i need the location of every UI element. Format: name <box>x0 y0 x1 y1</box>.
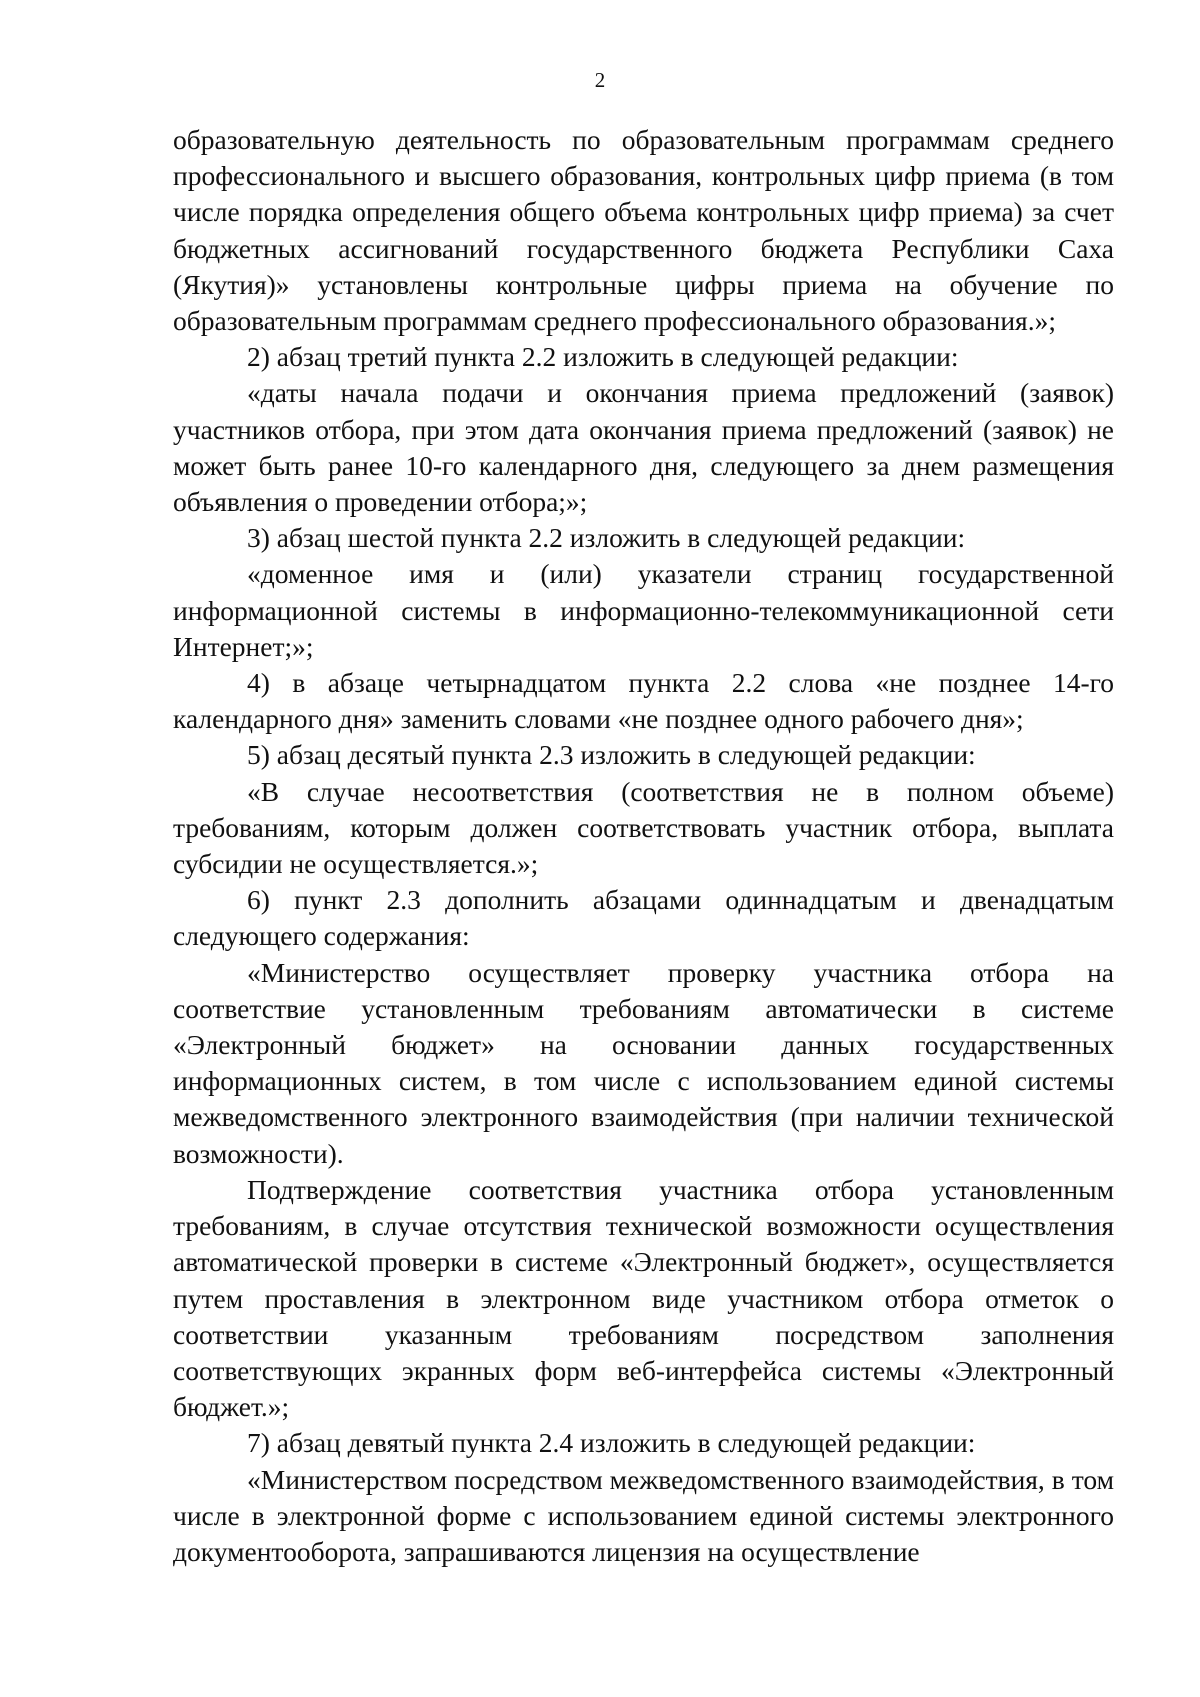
paragraph-quote: «В случае несоответствия (соответствия не в полном объеме) требованиям, которым должен соответствовать участник отбора, выплата субсидии не осуществляется.»; <box>173 775 1114 880</box>
paragraph-quote: «даты начала подачи и окончания приема предложений (заявок) участников отбора, при этом дата окончания приема предложений (заявок) не может быть ранее 10-го календарного дня, следующего за днем размещения объявления о проведении отбора;»; <box>173 377 1114 518</box>
paragraph-item-4: 4) в абзаце четырнадцатом пункта 2.2 слова «не позднее 14-го календарного дня» заменить словами «не позднее одного рабочего дня»; <box>173 667 1114 735</box>
paragraph-continuation: образовательную деятельность по образовательным программам среднего профессионального и высшего образования, контрольных цифр приема (в том числе порядка определения общего объема контрольных цифр приема) за счет бюджетных ассигнований государственного бюджета Республики Саха (Якутия)» установлены контрольные цифры приема на обучение по образовательным программам среднего профессионального образования.»; <box>173 124 1114 337</box>
paragraph-text: Подтверждение соответствия участника отбора установленным требованиям, в случае отсутствия технической возможности осуществления автоматической проверки в системе «Электронный бюджет», осуществляется путем проставления в электронном виде участником отбора отметок о соответствии указанным требованиям посредством заполнения соответствующих экранных форм веб-интерфейса системы «Электронный бюджет.»; <box>173 1173 1114 1423</box>
paragraph-item-3: 3) абзац шестой пункта 2.2 изложить в следующей редакции: <box>247 522 966 554</box>
paragraph-quote: «Министерством посредством межведомственного взаимодействия, в том числе в электронной форме с использованием единой системы электронного документооборота, запрашиваются лицензия на осуществление <box>173 1463 1114 1567</box>
paragraph-item-5: 5) абзац десятый пункта 2.3 изложить в следующей редакции: <box>247 739 976 771</box>
page-number: 2 <box>594 68 606 92</box>
paragraph-quote: «доменное имя и (или) указатели страниц государственной информационной системы в информационно-телекоммуникационной сети Интернет;»; <box>173 558 1114 662</box>
paragraph-quote: «Министерство осуществляет проверку участника отбора на соответствие установленным требованиям автоматически в системе «Электронный бюджет» на основании данных государственных информационных систем, в том числе с использованием единой системы межведомственного электронного взаимодействия (при наличии технической возможности). <box>173 956 1114 1169</box>
paragraph-item-2: 2) абзац третий пункта 2.2 изложить в следующей редакции: <box>247 341 959 373</box>
document-body <box>173 122 1114 1570</box>
paragraph-item-7: 7) абзац девятый пункта 2.4 изложить в следующей редакции: <box>247 1427 976 1459</box>
paragraph-item-6: 6) пункт 2.3 дополнить абзацами одиннадцатым и двенадцатым следующего содержания: <box>173 884 1114 952</box>
